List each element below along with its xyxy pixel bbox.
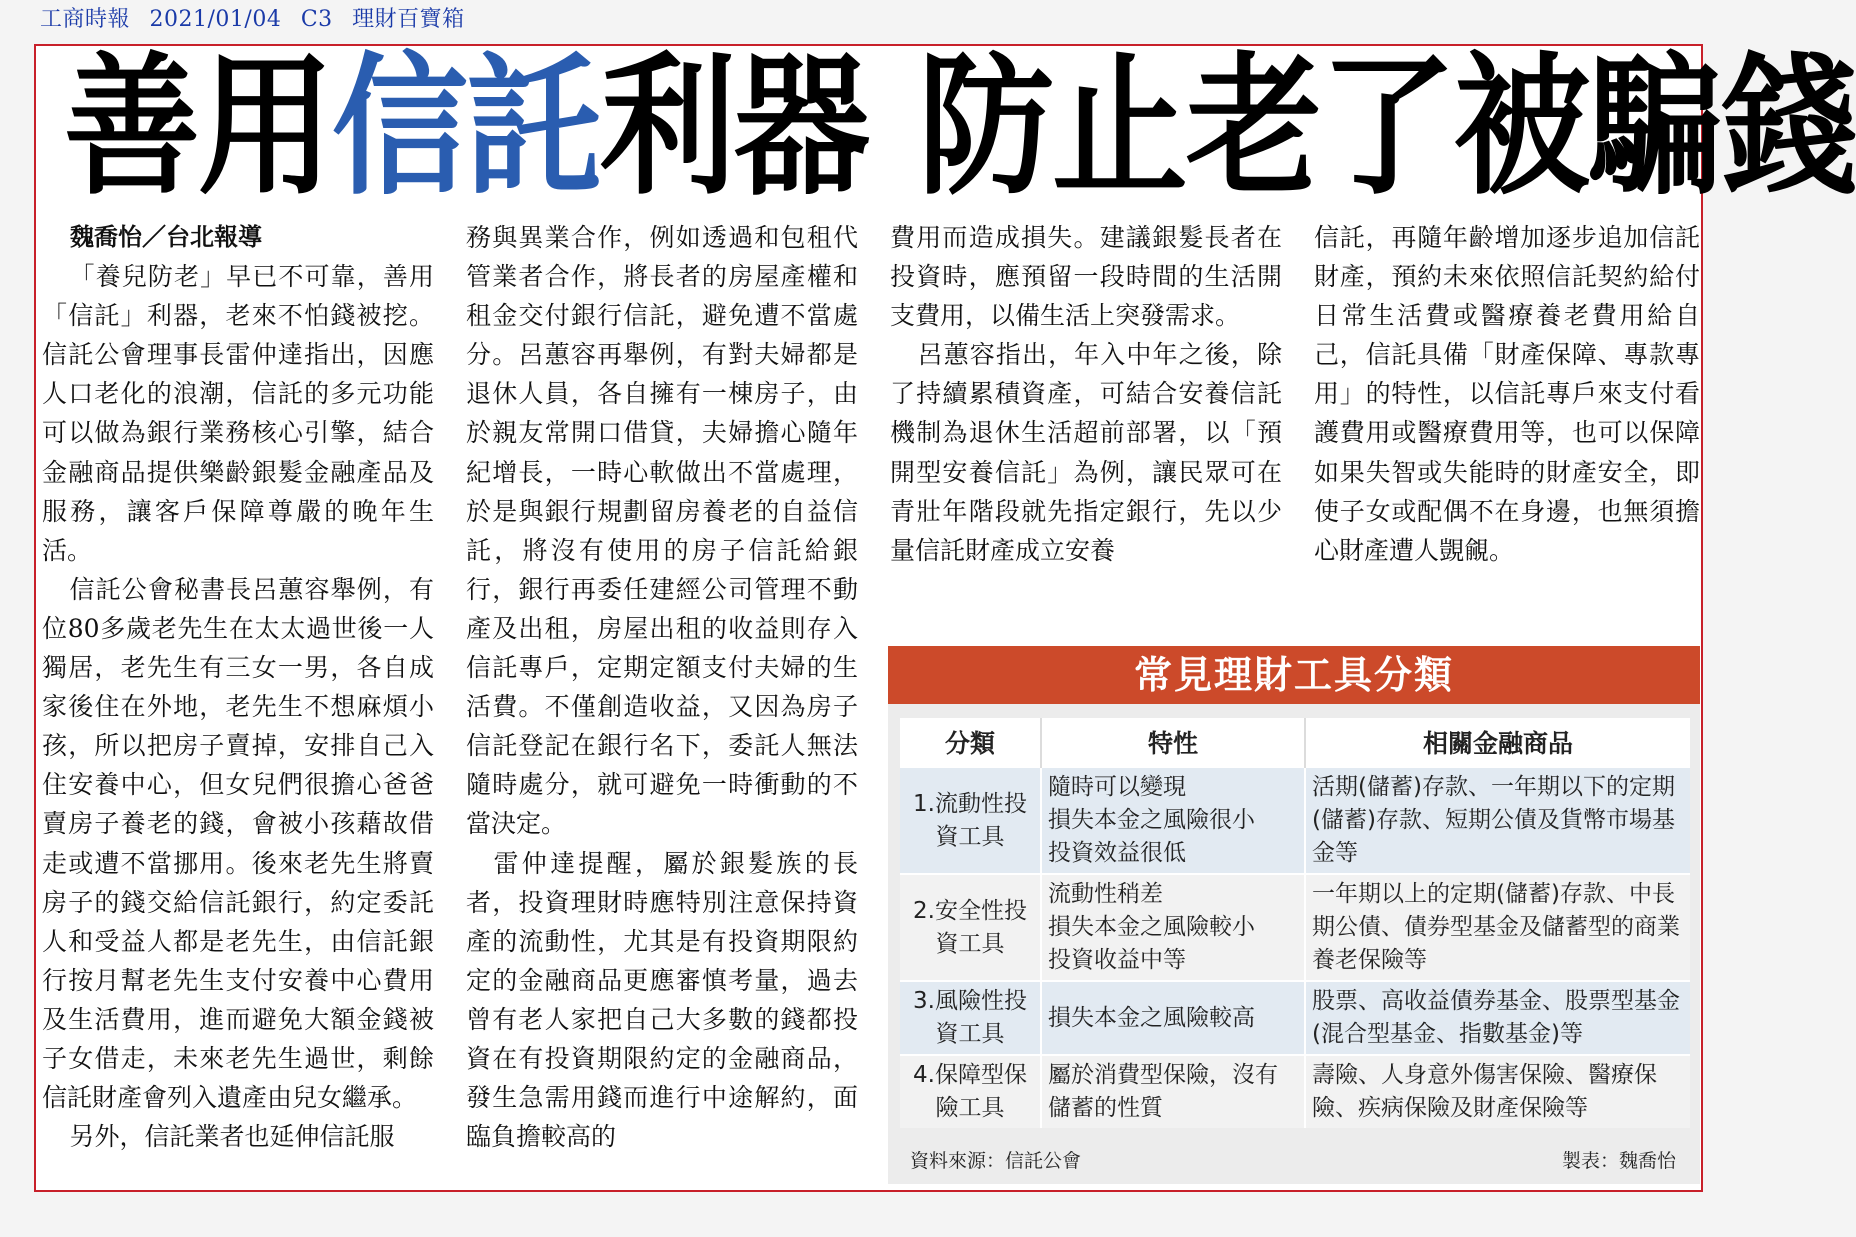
byline: 魏喬怡／台北報導 xyxy=(70,223,262,251)
finance-tools-table-panel xyxy=(888,646,1700,1184)
row-features: 損失本金之風險較高 xyxy=(1041,981,1305,1055)
masthead-date: 2021/01/04 xyxy=(149,7,282,32)
article-column-3 xyxy=(890,218,1282,608)
row-products: 一年期以上的定期(儲蓄)存款、中長期公債、債券型基金及儲蓄型的商業養老保險等 xyxy=(1305,874,1690,981)
row-features: 屬於消費型保險，沒有儲蓄的性質 xyxy=(1041,1055,1305,1128)
paragraph: 信託公會秘書長呂蕙容舉例，有位80多歲老先生在太太過世後一人獨居，老先生有三女一男，各自成家後住在外地，老先生不想麻煩小孩，所以把房子賣掉，安排自己入住安養中心，但女兒們很擔心爸爸賣房子養老的錢，會被小孩藉故借走或遭不當挪用。後來老先生將賣房子的錢交給信託銀行，約定委託人和受益人都是老先生，由信託銀行按月幫老先生支付安養中心費用及生活費用，進而避免大額金錢被子女借走，未來老先生過世，剩餘信託財產會列入遺產由兒女繼承。 xyxy=(42,574,434,1113)
row-products: 壽險、人身意外傷害保險、醫療保險、疾病保險及財產保險等 xyxy=(1305,1055,1690,1128)
paragraph: 信託，再隨年齡增加逐步追加信託財產，預約未來依照信託契約給付日常生活費或醫療養老費用給自己，信託具備「財產保障、專款專用」的特性，以信託專戶來支付看護費用或醫療費用等，也可以保障如果失智或失能時的財產安全，即使子女或配偶不在身邊，也無須擔心財產遭人覬覦。 xyxy=(1314,223,1700,565)
table-row xyxy=(900,767,1690,874)
row-products: 活期(儲蓄)存款、一年期以下的定期(儲蓄)存款、短期公債及貨幣市場基金等 xyxy=(1305,767,1690,874)
masthead-section: C3 xyxy=(300,7,333,32)
article-column-4 xyxy=(1314,218,1700,608)
headline-part1: 善用 xyxy=(64,39,332,217)
headline-part2: 利器 xyxy=(600,39,868,217)
masthead-column: 理財百寶箱 xyxy=(352,7,465,32)
row-category: 3.風險性投資工具 xyxy=(900,981,1041,1055)
paragraph: 另外，信託業者也延伸信託服 xyxy=(69,1122,395,1152)
row-category: 1.流動性投資工具 xyxy=(900,767,1041,874)
article-column-2 xyxy=(466,218,858,1188)
article-frame xyxy=(34,39,1856,1192)
table-source: 資料來源：信託公會 xyxy=(910,1150,1082,1172)
headline xyxy=(64,39,1856,217)
table-row xyxy=(900,981,1690,1055)
row-category: 2.安全性投資工具 xyxy=(900,874,1041,981)
row-features: 流動性稍差 損失本金之風險較小 投資收益中等 xyxy=(1041,874,1305,981)
headline-accent: 信託 xyxy=(332,39,600,217)
table-header-products: 相關金融商品 xyxy=(1305,718,1690,767)
table-maker: 製表：魏喬怡 xyxy=(1561,1150,1676,1172)
table-row xyxy=(900,1055,1690,1128)
table-header-category: 分類 xyxy=(900,718,1041,767)
row-products: 股票、高收益債券基金、股票型基金(混合型基金、指數基金)等 xyxy=(1305,981,1690,1055)
headline-part3: 防止老了被騙錢 xyxy=(918,39,1856,217)
paragraph: 呂蕙容指出，年入中年之後，除了持續累積資產，可結合安養信託機制為退休生活超前部署，以「預開型安養信託」為例，讓民眾可在青壯年階段就先指定銀行，先以少量信託財產成立安養 xyxy=(890,340,1282,565)
masthead xyxy=(40,2,477,33)
table-row xyxy=(900,874,1690,981)
paragraph: 雷仲達提醒，屬於銀髮族的長者，投資理財時應特別注意保持資產的流動性，尤其是有投資期限約定的金融商品更應審慎考量，過去曾有老人家把自己大多數的錢都投資在有投資期限約定的金融商品，發生急需用錢而進行中途解約，面臨負擔較高的 xyxy=(466,848,858,1152)
table-header-features: 特性 xyxy=(1041,718,1305,767)
paragraph: 「養兒防老」早已不可靠，善用「信託」利器，老來不怕錢被挖。信託公會理事長雷仲達指出，因應人口老化的浪潮，信託的多元功能可以做為銀行業務核心引擎，結合金融商品提供樂齡銀髮金融產品及服務，讓客戶保障尊嚴的晚年生活。 xyxy=(42,262,434,565)
finance-tools-table xyxy=(900,718,1690,1128)
table-title: 常見理財工具分類 xyxy=(888,646,1700,704)
paragraph: 費用而造成損失。建議銀髮長者在投資時，應預留一段時間的生活開支費用，以備生活上突發需求。 xyxy=(890,223,1282,331)
masthead-paper: 工商時報 xyxy=(40,7,131,32)
paragraph: 務與異業合作，例如透過和包租代管業者合作，將長者的房屋產權和租金交付銀行信託，避免遭不當處分。呂蕙容再舉例，有對夫婦都是退休人員，各自擁有一棟房子，由於親友常開口借貸，夫婦擔心隨年紀增長，一時心軟做出不當處理，於是與銀行規劃留房養老的自益信託，將沒有使用的房子信託給銀行，銀行再委任建經公司管理不動產及出租，房屋出租的收益則存入信託專戶，定期定額支付夫婦的生活費。不僅創造收益，又因為房子信託登記在銀行名下，委託人無法隨時處分，就可避免一時衝動的不當決定。 xyxy=(466,223,858,839)
row-features: 隨時可以變現 損失本金之風險很小 投資效益很低 xyxy=(1041,767,1305,874)
article-column-1 xyxy=(42,218,434,1188)
row-category: 4.保障型保險工具 xyxy=(900,1055,1041,1128)
